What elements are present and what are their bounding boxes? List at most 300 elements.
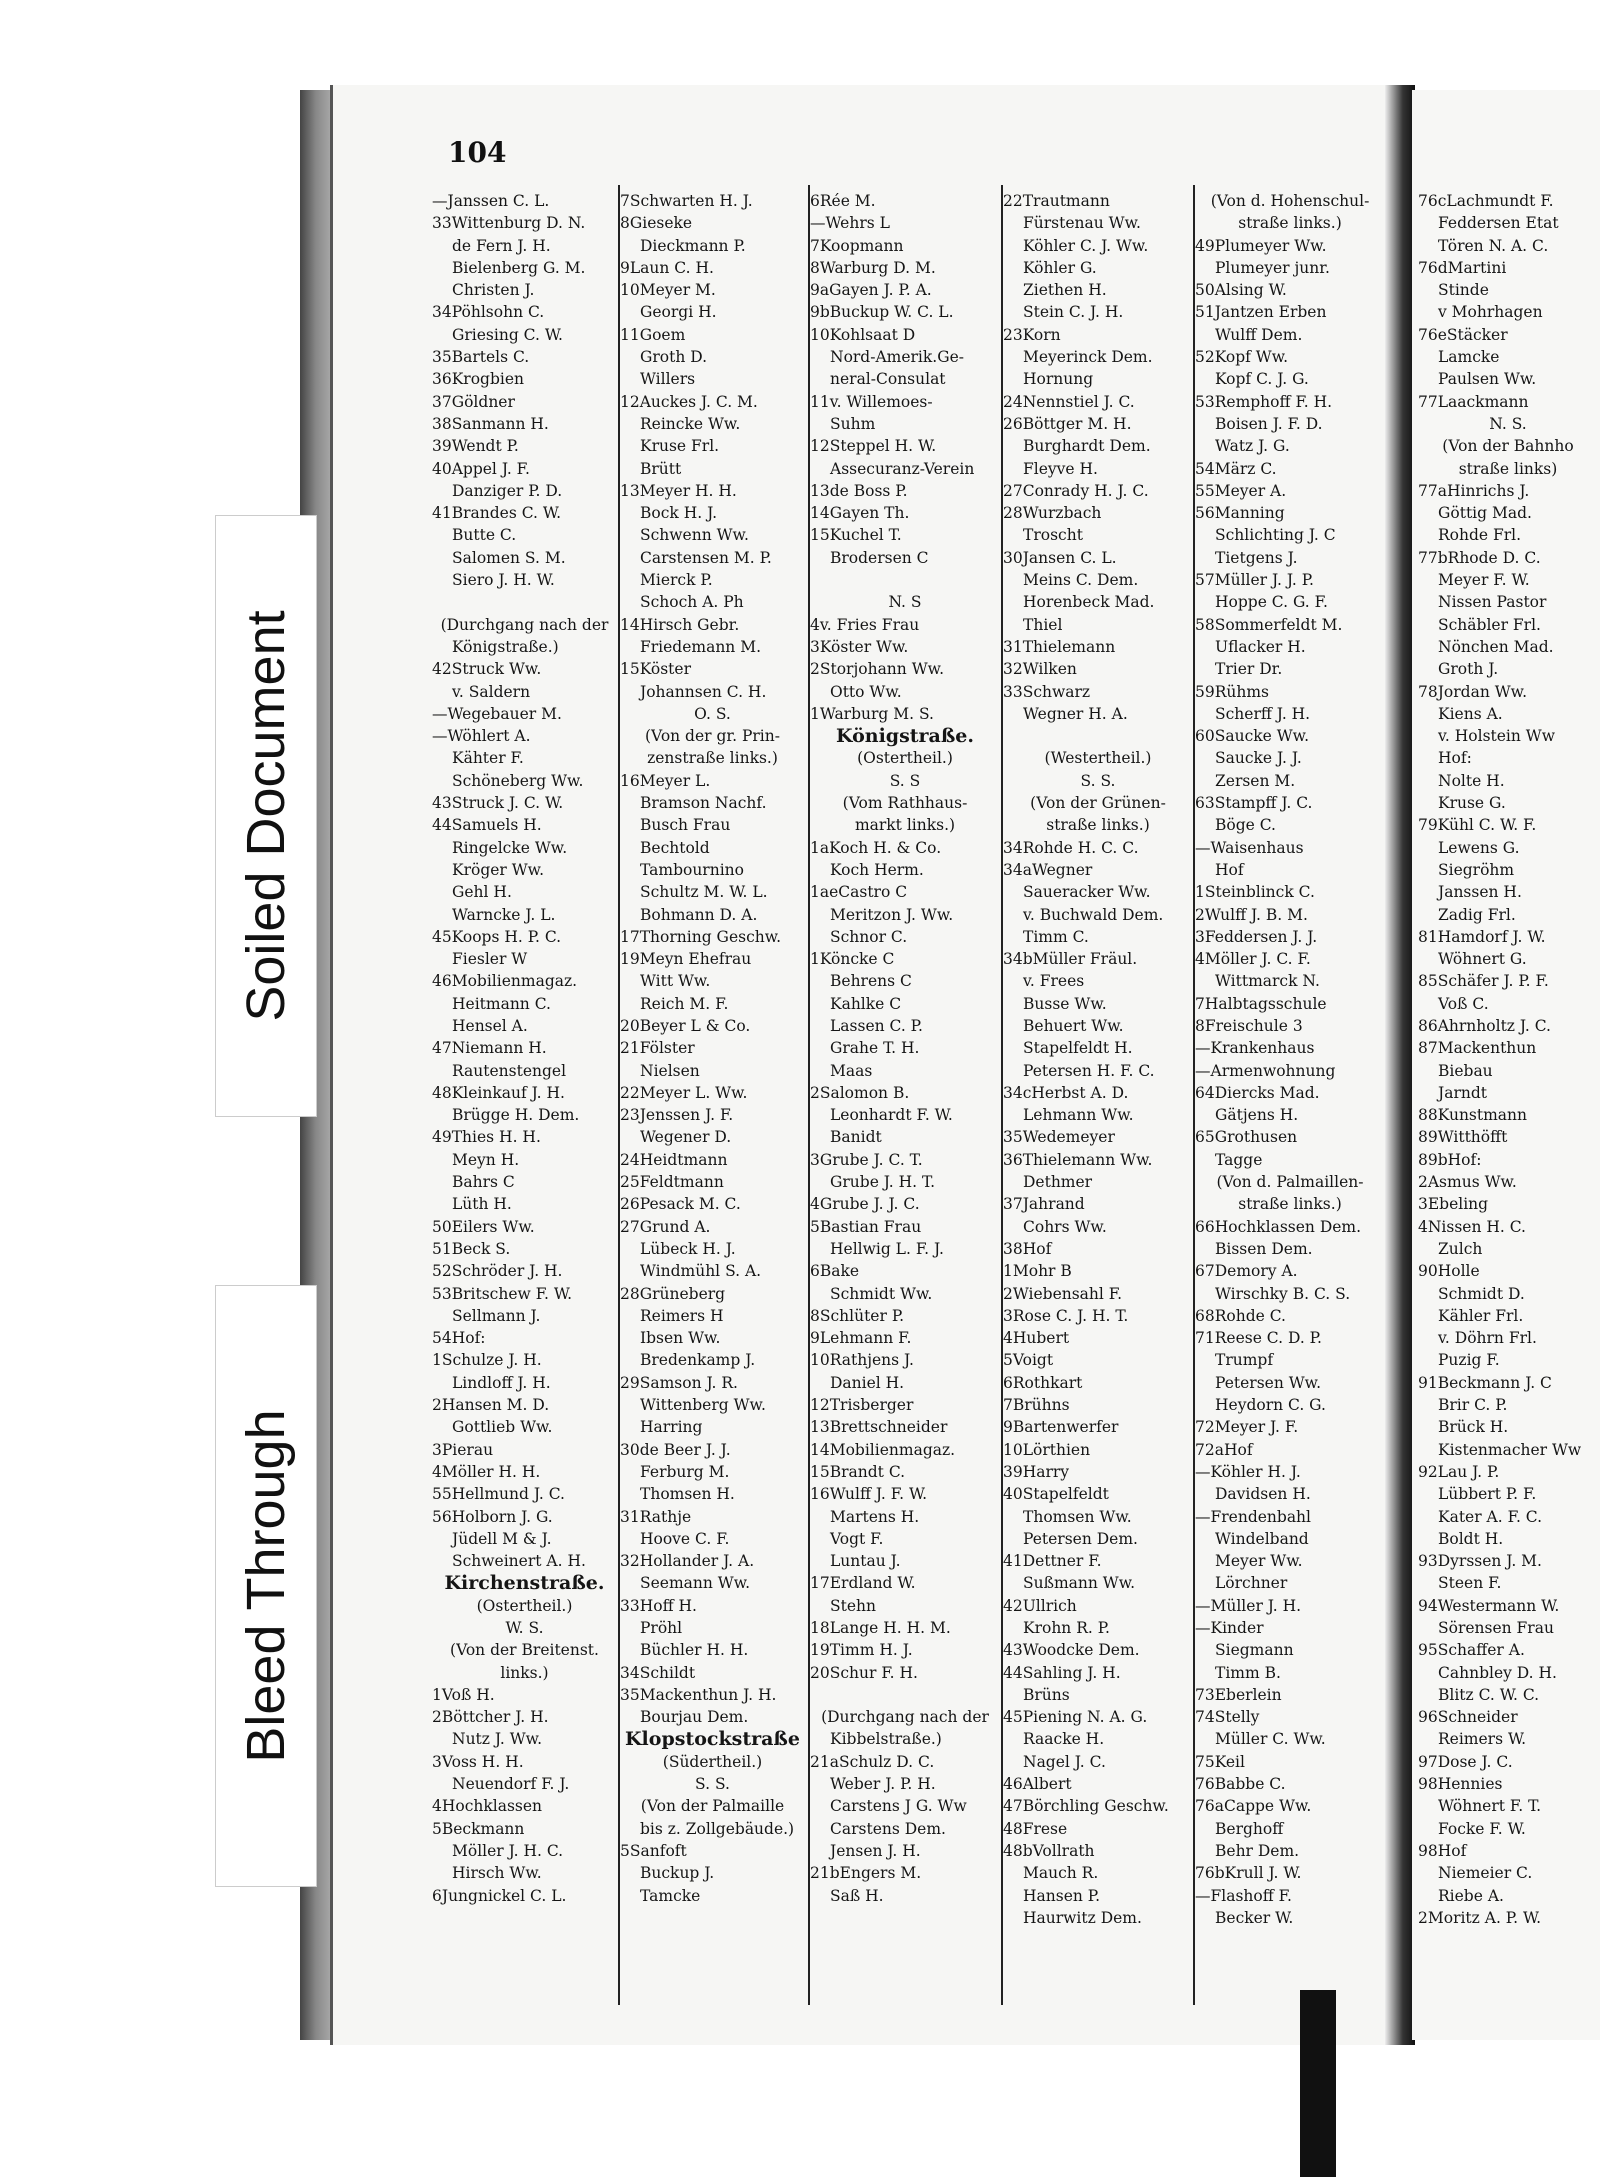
directory-entry: Paulsen Ww.: [1438, 370, 1537, 389]
directory-entry: 2Böttcher J. H.: [432, 1708, 549, 1727]
directory-entry: (Von d. Palmaillen-: [1216, 1173, 1364, 1192]
directory-entry: Brodersen C: [830, 548, 929, 567]
directory-entry: 41Brandes C. W.: [432, 504, 562, 523]
directory-column-3: [810, 190, 1000, 1907]
directory-entry: Biebau: [1438, 1061, 1493, 1080]
directory-entry: —Armenwohnung: [1195, 1061, 1336, 1080]
directory-entry: Thomsen H.: [640, 1485, 735, 1504]
directory-entry: Hellwig L. F. J.: [830, 1239, 944, 1258]
directory-entry: —Krankenhaus: [1195, 1039, 1315, 1058]
directory-entry: 3Grube J. C. T.: [810, 1150, 923, 1169]
directory-entry: Nutz J. Ww.: [452, 1730, 543, 1749]
directory-entry: Fürstenau Ww.: [1023, 214, 1141, 233]
directory-entry: 91Beckmann J. C: [1418, 1373, 1552, 1392]
directory-entry: 72Meyer J. F.: [1195, 1418, 1299, 1437]
directory-entry: Brüns: [1023, 1685, 1070, 1704]
directory-entry: 4Grube J. J. C.: [810, 1195, 920, 1214]
directory-entry: 32Wilken: [1003, 660, 1077, 679]
directory-entry: 42Ullrich: [1003, 1596, 1077, 1615]
directory-entry: 30Jansen C. L.: [1003, 548, 1117, 567]
directory-entry: [810, 569, 1000, 591]
directory-entry: Feddersen Etat: [1438, 214, 1559, 233]
directory-entry: 75Keil: [1195, 1752, 1245, 1771]
directory-entry: 90Holle: [1418, 1262, 1480, 1281]
directory-entry: Thiel: [1023, 615, 1063, 634]
directory-entry: 14Gayen Th.: [810, 504, 910, 523]
directory-entry: 57Müller J. J. P.: [1195, 571, 1314, 590]
directory-entry: Otto Ww.: [830, 682, 902, 701]
directory-entry: Nagel J. C.: [1023, 1752, 1106, 1771]
directory-entry: Warncke J. L.: [452, 905, 556, 924]
directory-entry: Schwenn Ww.: [640, 526, 749, 545]
directory-entry: Reincke Ww.: [640, 414, 741, 433]
directory-entry: 20Beyer L & Co.: [620, 1016, 751, 1035]
directory-entry: Zadig Frl.: [1438, 905, 1516, 924]
directory-entry: Siero J. H. W.: [452, 571, 555, 590]
directory-entry: Uflacker H.: [1215, 637, 1306, 656]
directory-entry: Tamcke: [640, 1886, 701, 1905]
directory-entry: Behuert Ww.: [1023, 1016, 1124, 1035]
directory-entry: 48bVollrath: [1003, 1841, 1095, 1860]
directory-entry: 93Dyrssen J. M.: [1418, 1552, 1542, 1571]
directory-entry: 24Heidtmann: [620, 1150, 728, 1169]
directory-entry: Kiens A.: [1438, 704, 1503, 723]
directory-entry: Meyn H.: [452, 1150, 520, 1169]
directory-entry: Sörensen Frau: [1438, 1619, 1554, 1637]
directory-entry: Trumpf: [1215, 1351, 1274, 1370]
directory-entry: Krohn R. P.: [1023, 1619, 1110, 1637]
directory-entry: 4Hochklassen: [432, 1797, 543, 1816]
directory-entry: 33Hoff H.: [620, 1596, 697, 1615]
directory-entry: Wirschky B. C. S.: [1215, 1284, 1351, 1303]
directory-entry: 14Hirsch Gebr.: [620, 615, 740, 634]
directory-entry: —Wehrs L: [810, 214, 890, 233]
directory-entry: Seemann Ww.: [640, 1574, 751, 1593]
directory-entry: straße links.): [1046, 816, 1150, 835]
directory-entry: Köhler C. J. Ww.: [1023, 236, 1149, 255]
directory-entry: 3Pierau: [432, 1440, 494, 1459]
directory-entry: 56Holborn J. G.: [432, 1507, 553, 1526]
directory-entry: Bramson Nachf.: [640, 794, 767, 813]
directory-entry: de Fern J. H.: [452, 236, 551, 255]
directory-entry: 44Samuels H.: [432, 816, 542, 835]
directory-entry: 13de Boss P.: [810, 481, 908, 500]
directory-column-1: [432, 190, 617, 1907]
directory-entry: Gehl H.: [452, 883, 512, 902]
directory-entry: Berghoff: [1215, 1819, 1284, 1838]
directory-entry: Rautenstengel: [452, 1061, 567, 1080]
directory-entry: Lindloff J. H.: [452, 1373, 551, 1392]
directory-entry: 3Voss H. H.: [432, 1752, 524, 1771]
directory-entry: 59Rühms: [1195, 682, 1270, 701]
directory-entry: Timm B.: [1215, 1663, 1281, 1682]
directory-entry: 27Conrady H. J. C.: [1003, 481, 1149, 500]
directory-entry: Focke F. W.: [1438, 1819, 1526, 1838]
directory-entry: Puzig F.: [1438, 1351, 1500, 1370]
directory-entry: 23Korn: [1003, 325, 1061, 344]
directory-entry: 46Mobilienmagaz.: [432, 972, 578, 991]
directory-entry: 44Sahling J. H.: [1003, 1663, 1121, 1682]
directory-entry: zenstraße links.): [647, 749, 778, 768]
directory-entry: Lörchner: [1215, 1574, 1288, 1593]
directory-entry: Tagge: [1215, 1150, 1263, 1169]
directory-entry: Schmidt D.: [1438, 1284, 1525, 1303]
directory-entry: —Janssen C. L.: [432, 192, 550, 210]
directory-entry: Busch Frau: [640, 816, 731, 835]
directory-entry: 76bKrull J. W.: [1195, 1864, 1302, 1883]
directory-entry: Pröhl: [640, 1619, 683, 1637]
directory-entry: Bielenberg G. M.: [452, 258, 586, 277]
directory-entry: Carstensen M. P.: [640, 548, 772, 567]
directory-entry: Carstens J G. Ww: [830, 1797, 967, 1816]
directory-entry: 51Jantzen Erben: [1195, 303, 1327, 322]
directory-entry: (Ostertheil.): [857, 749, 953, 768]
directory-entry: Bredenkamp J.: [640, 1351, 756, 1370]
directory-entry: 88Kunstmann: [1418, 1106, 1528, 1125]
directory-entry: S. S.: [1080, 771, 1116, 790]
directory-entry: 12Auckes J. C. M.: [620, 392, 758, 411]
directory-entry: Bock H. J.: [640, 504, 718, 523]
directory-entry: 41Dettner F.: [1003, 1552, 1102, 1571]
directory-entry: —Wöhlert A.: [432, 727, 531, 746]
directory-entry: 50Eilers Ww.: [432, 1217, 535, 1236]
directory-entry: 79Kühl C. W. F.: [1418, 816, 1537, 835]
directory-entry: Schoch A. Ph: [640, 593, 744, 612]
directory-entry: Schäbler Frl.: [1438, 615, 1541, 634]
directory-entry: 8Schlüter P.: [810, 1306, 905, 1325]
directory-entry: Buckup J.: [640, 1864, 715, 1883]
directory-entry: Kähter F.: [452, 749, 524, 768]
directory-entry: Wittmarck N.: [1215, 972, 1320, 991]
directory-entry: Möller J. H. C.: [452, 1841, 564, 1860]
directory-entry: 49Plumeyer Ww.: [1195, 236, 1327, 255]
directory-entry: 42Struck Ww.: [432, 660, 542, 679]
directory-entry: 45Piening N. A. G.: [1003, 1708, 1148, 1727]
directory-entry: Dethmer: [1023, 1173, 1093, 1192]
directory-entry: Königstraße.): [452, 637, 559, 656]
directory-entry: 52Schröder J. H.: [432, 1262, 563, 1281]
directory-entry: Koch Herm.: [830, 860, 924, 879]
directory-entry: 43Struck J. C. W.: [432, 794, 564, 813]
directory-entry: (Ostertheil.): [476, 1596, 573, 1615]
directory-entry: 3Ebeling: [1418, 1195, 1489, 1214]
directory-entry: 21aSchulz D. C.: [810, 1752, 935, 1771]
directory-entry: 2Asmus Ww.: [1418, 1173, 1517, 1192]
directory-entry: Nönchen Mad.: [1438, 637, 1554, 656]
directory-entry: —Wegebauer M.: [432, 704, 562, 723]
directory-entry: Hansen P.: [1023, 1886, 1100, 1905]
directory-entry: (Von der Breitenst.: [450, 1641, 599, 1660]
directory-entry: 26Pesack M. C.: [620, 1195, 741, 1214]
directory-entry: Blitz C. W. C.: [1438, 1685, 1540, 1704]
directory-entry: Meyer F. W.: [1438, 571, 1530, 590]
directory-entry: v Mohrhagen: [1438, 303, 1543, 322]
directory-entry: Meritzon J. Ww.: [830, 905, 954, 924]
directory-entry: —Waisenhaus: [1195, 838, 1304, 857]
directory-entry: 89Witthöfft: [1418, 1128, 1508, 1147]
directory-entry: —Frendenbahl: [1195, 1507, 1312, 1526]
directory-entry: 1aeCastro C: [810, 883, 908, 902]
directory-entry: Witt Ww.: [640, 972, 711, 991]
directory-entry: 10Meyer M.: [620, 281, 716, 300]
directory-entry: 76eStäcker: [1418, 325, 1508, 344]
directory-entry: 33Wittenburg D. N.: [432, 214, 586, 233]
directory-entry: 53Britschew F. W.: [432, 1284, 573, 1303]
directory-entry: 16Wulff J. F. W.: [810, 1485, 928, 1504]
directory-entry: Stehn: [830, 1596, 876, 1615]
directory-entry: 30de Beer J. J.: [620, 1440, 731, 1459]
directory-entry: Zersen M.: [1215, 771, 1296, 790]
directory-entry: Troscht: [1023, 526, 1083, 545]
directory-entry: 5Voigt: [1003, 1351, 1054, 1370]
directory-entry: 12Steppel H. W.: [810, 437, 937, 456]
directory-entry: 14Mobilienmagaz.: [810, 1440, 956, 1459]
directory-entry: —Müller J. H.: [1195, 1596, 1302, 1615]
directory-entry: 10Kohlsaat D: [810, 325, 916, 344]
directory-entry: Stinde: [1438, 281, 1489, 300]
directory-entry: Rohde Frl.: [1438, 526, 1522, 545]
directory-entry: Burghardt Dem.: [1023, 437, 1151, 456]
directory-entry: Saucke J. J.: [1215, 749, 1302, 768]
directory-entry: Groth D.: [640, 348, 708, 367]
directory-entry: 85Schäfer J. P. F.: [1418, 972, 1549, 991]
directory-entry: 38Hof: [1003, 1239, 1052, 1258]
directory-entry: straße links.): [1238, 214, 1342, 233]
directory-entry: Plumeyer junr.: [1215, 258, 1330, 277]
directory-entry: Daniel H.: [830, 1373, 905, 1392]
directory-entry: 26Böttger M. H.: [1003, 414, 1132, 433]
directory-entry: Schöneberg Ww.: [452, 771, 584, 790]
directory-entry: 11Goem: [620, 325, 686, 344]
soiled-document-label: [215, 515, 317, 1117]
directory-entry: Martens H.: [830, 1507, 920, 1526]
directory-entry: 22Meyer L. Ww.: [620, 1083, 748, 1102]
directory-entry: 4v. Fries Frau: [810, 615, 920, 634]
directory-entry: Stapelfeldt H.: [1023, 1039, 1133, 1058]
directory-entry: 4Möller H. H.: [432, 1462, 541, 1481]
directory-entry: Wittenberg Ww.: [640, 1396, 766, 1415]
directory-entry: Watz J. G.: [1215, 437, 1290, 456]
directory-entry: Hornung: [1023, 370, 1094, 389]
directory-entry: 16Meyer L.: [620, 771, 711, 790]
directory-entry: 12Trisberger: [810, 1396, 914, 1415]
directory-entry: Klopstockstraße: [625, 1728, 800, 1751]
directory-entry: 53Remphoff F. H.: [1195, 392, 1333, 411]
directory-entry: Kähler Frl.: [1438, 1306, 1524, 1325]
directory-entry: straße links): [1458, 459, 1558, 478]
directory-entry: Cohrs Ww.: [1023, 1217, 1107, 1236]
directory-entry: 67Demory A.: [1195, 1262, 1298, 1281]
directory-entry: Assecuranz-Verein: [830, 459, 975, 478]
directory-entry: (Westertheil.): [1044, 749, 1152, 768]
directory-entry: Jarndt: [1438, 1083, 1487, 1102]
directory-entry: (Von der gr. Prin-: [645, 727, 780, 746]
directory-entry: 9Bartenwerfer: [1003, 1418, 1119, 1437]
directory-entry: Petersen Dem.: [1023, 1529, 1138, 1548]
directory-entry: 60Saucke Ww.: [1195, 727, 1310, 746]
directory-entry: Königstraße.: [835, 725, 975, 748]
directory-entry: Banidt: [830, 1128, 882, 1147]
directory-entry: Grahe T. H.: [830, 1039, 920, 1058]
directory-entry: 55Meyer A.: [1195, 481, 1287, 500]
directory-entry: Grube J. H. T.: [830, 1173, 936, 1192]
directory-entry: 35Wedemeyer: [1003, 1128, 1115, 1147]
directory-entry: Kruse G.: [1438, 794, 1506, 813]
directory-entry: Georgi H.: [640, 303, 717, 322]
directory-entry: 47Börchling Geschw.: [1003, 1797, 1169, 1816]
directory-entry: 6Rée M.: [810, 192, 876, 210]
directory-entry: 78Jordan Ww.: [1418, 682, 1528, 701]
directory-entry: 48Kleinkauf J. H.: [432, 1083, 565, 1102]
directory-entry: [432, 591, 617, 613]
directory-entry: (Durchgang nach der: [440, 615, 609, 634]
directory-entry: 36Thielemann Ww.: [1003, 1150, 1153, 1169]
directory-entry: 28Wurzbach: [1003, 504, 1102, 523]
directory-entry: Trier Dr.: [1215, 660, 1283, 679]
directory-entry: S. S: [889, 771, 921, 790]
directory-entry: N. S.: [1489, 414, 1527, 433]
directory-entry: 2Salomon B.: [810, 1083, 910, 1102]
directory-entry: Raacke H.: [1023, 1730, 1105, 1749]
directory-entry: Wöhnert G.: [1438, 950, 1527, 969]
directory-entry: Büchler H. H.: [640, 1641, 749, 1660]
directory-entry: Salomen S. M.: [452, 548, 566, 567]
directory-entry: Behr Dem.: [1215, 1841, 1300, 1860]
directory-entry: (Von d. Hohenschul-: [1210, 192, 1370, 210]
directory-entry: 49Thies H. H.: [432, 1128, 541, 1147]
directory-entry: 58Sommerfeldt M.: [1195, 615, 1343, 634]
directory-entry: Friedemann M.: [640, 637, 762, 656]
directory-entry: Lübbert P. F.: [1438, 1485, 1537, 1504]
directory-entry: Petersen H. F. C.: [1023, 1061, 1155, 1080]
directory-entry: 18Lange H. H. M.: [810, 1619, 951, 1637]
directory-entry: 1Schulze J. H.: [432, 1351, 542, 1370]
directory-entry: 21bEngers M.: [810, 1864, 922, 1883]
directory-entry: Bechtold: [640, 838, 710, 857]
page-number: 104: [448, 136, 507, 169]
directory-entry: 13Brettschneider: [810, 1418, 948, 1437]
directory-entry: Petersen Ww.: [1215, 1373, 1322, 1392]
directory-entry: 76dMartini: [1418, 258, 1507, 277]
directory-entry: v. Döhrn Frl.: [1438, 1329, 1537, 1348]
directory-entry: Jensen J. H.: [830, 1841, 921, 1860]
directory-column-5: [1195, 190, 1385, 1929]
directory-entry: 86Ahrnholtz J. C.: [1418, 1016, 1551, 1035]
directory-entry: neral-Consulat: [830, 370, 946, 389]
directory-entry: v. Saldern: [452, 682, 531, 701]
directory-entry: Groth J.: [1438, 660, 1499, 679]
directory-entry: 65Grothusen: [1195, 1128, 1298, 1147]
directory-entry: Scherff J. H.: [1215, 704, 1311, 723]
directory-entry: 94Westermann W.: [1418, 1596, 1560, 1615]
directory-entry: Wöhnert F. T.: [1438, 1797, 1542, 1816]
directory-entry: 38Sanmann H.: [432, 414, 549, 433]
directory-entry: 10Lörthien: [1003, 1440, 1091, 1459]
directory-entry: Bissen Dem.: [1215, 1239, 1313, 1258]
directory-entry: Schweinert A. H.: [452, 1552, 586, 1571]
directory-entry: Hoppe C. G. F.: [1215, 593, 1328, 612]
directory-entry: 3Köster Ww.: [810, 637, 909, 656]
directory-entry: 77aHinrichs J.: [1418, 481, 1530, 500]
soiled-label-text: Soiled Document: [236, 610, 296, 1022]
directory-entry: Meyerinck Dem.: [1023, 348, 1153, 367]
directory-entry: 7Schwarten H. J.: [620, 192, 753, 210]
directory-entry: 40Appel J. F.: [432, 459, 530, 478]
directory-entry: [1003, 725, 1193, 747]
directory-entry: 34bMüller Fräul.: [1003, 950, 1138, 969]
directory-entry: Bohmann D. A.: [640, 905, 758, 924]
directory-entry: 54März C.: [1195, 459, 1277, 478]
directory-entry: 5Bastian Frau: [810, 1217, 922, 1236]
directory-entry: Brir C. P.: [1438, 1396, 1508, 1415]
directory-entry: Kruse Frl.: [640, 437, 720, 456]
directory-entry: O. S.: [694, 704, 731, 723]
directory-entry: Willers: [640, 370, 696, 389]
directory-entry: Gätjens H.: [1215, 1106, 1299, 1125]
directory-entry: Tietgens J.: [1215, 548, 1298, 567]
directory-entry: Horenbeck Mad.: [1023, 593, 1155, 612]
directory-entry: Hof: [1215, 860, 1244, 879]
directory-entry: 1Köncke C: [810, 950, 895, 969]
directory-entry: 21Fölster: [620, 1039, 695, 1058]
directory-entry: (Von der Bahnho: [1442, 437, 1574, 456]
directory-entry: 76cLachmundt F.: [1418, 192, 1554, 210]
directory-entry: Kater A. F. C.: [1438, 1507, 1543, 1526]
directory-entry: 40Stapelfeldt: [1003, 1485, 1109, 1504]
directory-entry: S. S.: [695, 1775, 730, 1794]
directory-entry: Carstens Dem.: [830, 1819, 946, 1838]
directory-entry: Danziger P. D.: [452, 481, 563, 500]
directory-entry: (Von der Grünen-: [1030, 794, 1166, 813]
directory-entry: 2Moritz A. P. W.: [1418, 1908, 1542, 1927]
directory-entry: 89bHof:: [1418, 1150, 1482, 1169]
directory-entry: Windelband: [1215, 1529, 1309, 1548]
directory-entry: 20Schur F. H.: [810, 1663, 918, 1682]
directory-entry: Meyer Ww.: [1215, 1552, 1303, 1571]
directory-entry: 32Hollander J. A.: [620, 1552, 755, 1571]
directory-entry: Haurwitz Dem.: [1023, 1908, 1142, 1927]
directory-entry: 37Göldner: [432, 392, 515, 411]
directory-entry: 6Bake: [810, 1262, 860, 1281]
directory-entry: 1Steinblinck C.: [1195, 883, 1315, 902]
directory-entry: Janssen H.: [1438, 883, 1522, 902]
directory-entry: 4Nissen H. C.: [1418, 1217, 1526, 1236]
directory-entry: 17Erdland W.: [810, 1574, 916, 1593]
directory-entry: 3Rose C. J. H. T.: [1003, 1306, 1129, 1325]
directory-entry: N. S: [888, 593, 922, 612]
directory-entry: 35Bartels C.: [432, 348, 530, 367]
directory-entry: Kibbelstraße.): [830, 1730, 942, 1749]
directory-entry: Bahrs C: [452, 1173, 515, 1192]
directory-entry: 45Koops H. P. C.: [432, 927, 562, 946]
directory-entry: 98Hennies: [1418, 1775, 1503, 1794]
directory-entry: 81Hamdorf J. W.: [1418, 927, 1546, 946]
directory-entry: —Kinder: [1195, 1619, 1264, 1637]
directory-entry: Brügge H. Dem.: [452, 1106, 580, 1125]
directory-entry: 37Jahrand: [1003, 1195, 1085, 1214]
directory-entry: Dieckmann P.: [640, 236, 746, 255]
directory-entry: 76aCappe Ww.: [1195, 1797, 1312, 1816]
directory-entry: 92Lau J. P.: [1418, 1462, 1500, 1481]
directory-entry: 98Hof: [1418, 1841, 1467, 1860]
directory-entry: 76Babbe C.: [1195, 1775, 1286, 1794]
directory-entry: 2Hansen M. D.: [432, 1396, 550, 1415]
directory-entry: Ringelcke Ww.: [452, 838, 568, 857]
directory-entry: Nielsen: [640, 1061, 700, 1080]
directory-entry: 15Köster: [620, 660, 691, 679]
directory-entry: links.): [500, 1663, 549, 1682]
directory-entry: Cahnbley D. H.: [1438, 1663, 1557, 1682]
